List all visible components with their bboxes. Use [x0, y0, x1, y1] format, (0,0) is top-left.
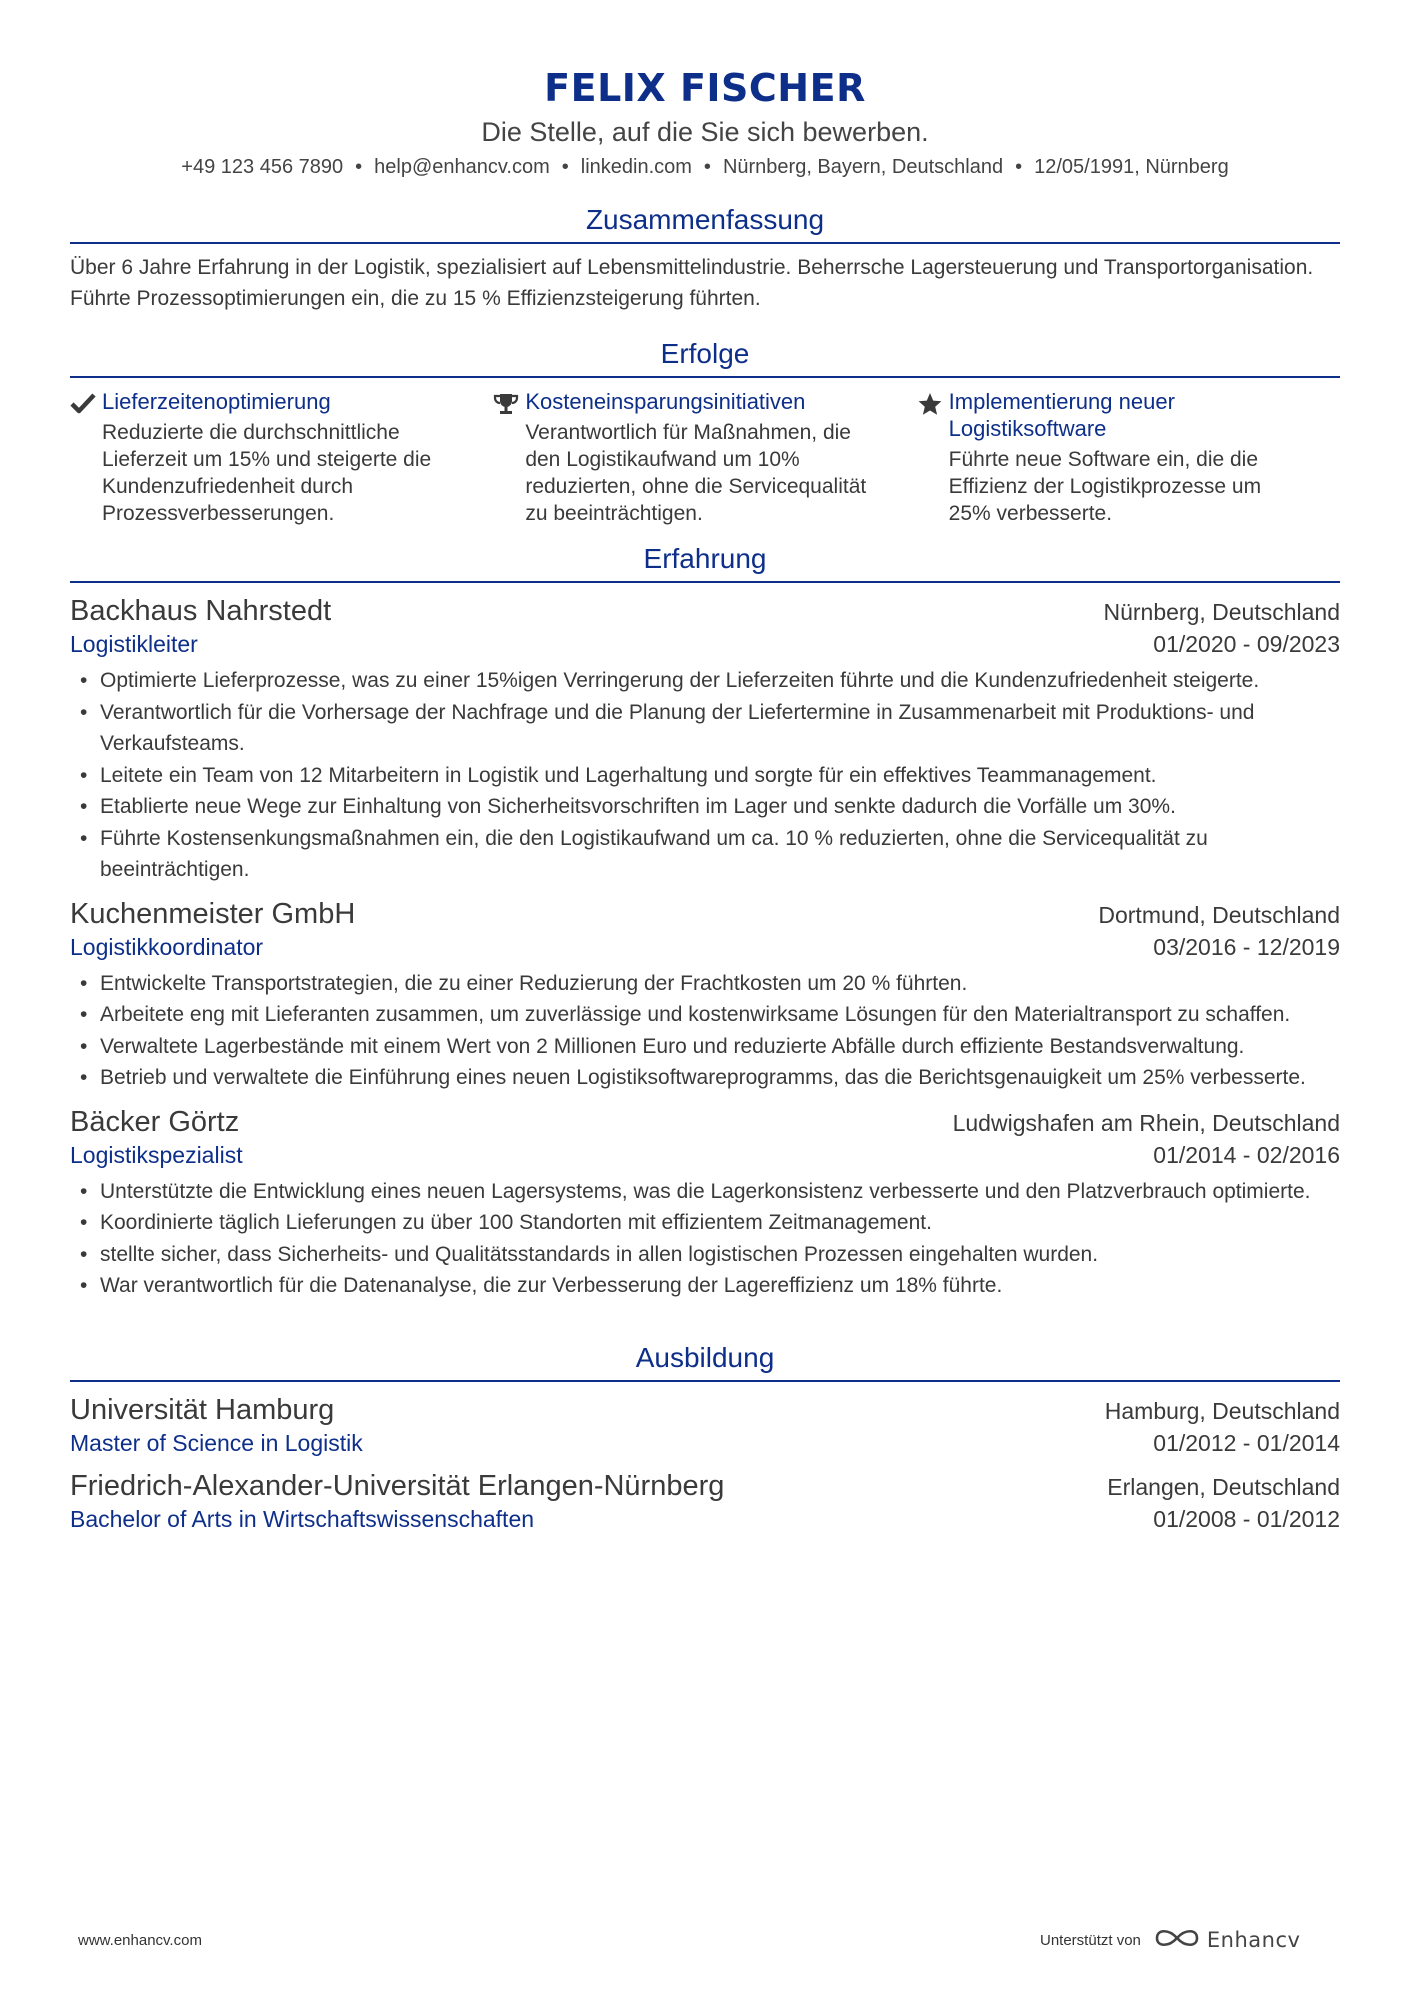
section-title-experience: Erfahrung [70, 541, 1340, 583]
phone: +49 123 456 7890 [181, 156, 344, 178]
list-item: • Betrieb und verwaltete die Einführung eines neuen Logistiksoftwareprogramms, das die Berichtsgenauigkeit um 25% verbesserte. [70, 1062, 1340, 1094]
section-title-education: Ausbildung [70, 1340, 1340, 1382]
school-name: Universität Hamburg [70, 1393, 335, 1426]
job-dates: 03/2016 - 12/2019 [1153, 933, 1340, 960]
job-entry [70, 896, 1340, 1094]
school-location: Erlangen, Deutschland [1107, 1473, 1340, 1500]
education-section [70, 1340, 1340, 1534]
list-item: • Entwickelte Transportstrategien, die zu einer Reduzierung der Frachtkosten um 20 % führten. [70, 968, 1340, 1000]
degree: Master of Science in Logistik [70, 1429, 363, 1456]
list-item: • Optimierte Lieferprozesse, was zu einer 15%igen Verringerung der Lieferzeiten führte und die Kundenzufriedenheit steigerte. [70, 665, 1340, 697]
trophy-icon [493, 388, 525, 527]
job-title: Logistikspezialist [70, 1141, 243, 1168]
achievements-section [70, 336, 1340, 527]
enhancv-logo-icon [1153, 1925, 1201, 1955]
school-location: Hamburg, Deutschland [1104, 1397, 1340, 1424]
check-icon [70, 388, 102, 527]
job-title: Logistikkoordinator [70, 933, 264, 960]
achievement-title: Implementierung neuer Logistiksoftware [948, 389, 1175, 441]
degree: Bachelor of Arts in Wirtschaftswissenschaften [70, 1505, 535, 1532]
job-location: Dortmund, Deutschland [1098, 901, 1340, 928]
achievement-title: Lieferzeitenoptimierung [102, 389, 331, 414]
list-item: • Führte Kostensenkungsmaßnahmen ein, die den Logistikaufwand um ca. 10 % reduzierten, ohne die Servicequalität zu beeinträchtigen. [70, 823, 1340, 886]
list-item: • Koordinierte täglich Lieferungen zu über 100 Standorten mit effizientem Zeitmanagement. [70, 1207, 1340, 1239]
separator-dot: • [561, 156, 569, 178]
achievement-desc: Verantwortlich für Maßnahmen, die den Logistikaufwand um 10% reduzierten, ohne die Servicequalität zu beeinträchtigen. [525, 421, 867, 525]
list-item: • Unterstützte die Entwicklung eines neuen Lagersystems, was die Lagerkonsistenz verbesserte und den Platzverbrauch optimierte. [70, 1176, 1340, 1208]
email[interactable]: help@enhancv.com [374, 156, 550, 178]
star-icon [917, 388, 949, 527]
achievement-item [70, 388, 493, 527]
achievement-desc: Reduzierte die durchschnittliche Lieferzeit um 15% und steigerte die Kundenzufriedenheit durch Prozessverbesserungen. [102, 421, 432, 525]
footer-website[interactable]: www.enhancv.com [78, 1932, 202, 1949]
powered-by-label: Unterstützt von [1040, 1931, 1141, 1949]
enhancv-brand: Enhancv [1206, 1928, 1301, 1952]
list-item: • Arbeitete eng mit Lieferanten zusammen, um zuverlässige und kostenwirksame Lösungen für den Materialtransport zu schaffen. [70, 999, 1340, 1031]
list-item: • Verantwortlich für die Vorhersage der Nachfrage und die Planung der Liefertermine in Zusammenarbeit mit Produktions- und Verkaufsteams. [70, 697, 1340, 760]
list-item: • stellte sicher, dass Sicherheits- und Qualitätsstandards in allen logistischen Prozessen eingehalten wurden. [70, 1239, 1340, 1271]
job-title: Logistikleiter [70, 631, 198, 657]
job-bullets [70, 1176, 1340, 1302]
company-name: Backhaus Nahrstedt [70, 595, 332, 627]
achievement-item [493, 388, 916, 527]
candidate-name: FELIX FISCHER [544, 66, 866, 110]
job-location: Nürnberg, Deutschland [1103, 599, 1340, 625]
section-title-summary: Zusammenfassung [70, 202, 1340, 244]
birth-info: 12/05/1991, Nürnberg [1034, 156, 1229, 178]
job-dates: 01/2014 - 02/2016 [1153, 1141, 1340, 1168]
summary-section [70, 202, 1340, 314]
job-dates: 01/2020 - 09/2023 [1153, 631, 1340, 657]
achievement-title: Kosteneinsparungsinitiativen [525, 389, 806, 414]
job-bullets [70, 968, 1340, 1094]
education-entry [70, 1392, 1340, 1458]
school-name: Friedrich-Alexander-Universität Erlangen-Nürnberg [70, 1469, 725, 1502]
education-dates: 01/2008 - 01/2012 [1153, 1505, 1340, 1532]
achievements-list [70, 388, 1340, 527]
separator-dot: • [703, 156, 711, 178]
section-title-achievements: Erfolge [70, 336, 1340, 378]
education-dates: 01/2012 - 01/2014 [1153, 1429, 1340, 1456]
job-bullets [70, 665, 1340, 886]
job-location: Ludwigshafen am Rhein, Deutschland [952, 1109, 1340, 1136]
company-name: Kuchenmeister GmbH [70, 897, 356, 930]
contact-line [70, 154, 1340, 180]
list-item: • Etablierte neue Wege zur Einhaltung von Sicherheitsvorschriften im Lager und senkte dadurch die Vorfälle um 30%. [70, 791, 1340, 823]
company-name: Bäcker Görtz [70, 1105, 240, 1138]
footer-branding [1040, 1925, 1300, 1955]
separator-dot: • [1015, 156, 1023, 178]
list-item: • War verantwortlich für die Datenanalyse, die zur Verbesserung der Lagereffizienz um 18% führte. [70, 1270, 1340, 1302]
experience-section [70, 541, 1340, 1302]
education-entry [70, 1468, 1340, 1534]
job-entry [70, 1104, 1340, 1302]
job-entry [70, 593, 1340, 886]
list-item: • Leitete ein Team von 12 Mitarbeitern in Logistik und Lagerhaltung und sorgte für ein effektives Teammanagement. [70, 760, 1340, 792]
achievement-item [917, 388, 1340, 527]
target-role: Die Stelle, auf die Sie sich bewerben. [481, 117, 929, 147]
resume-page [70, 0, 1340, 1534]
achievement-desc: Führte neue Software ein, die die Effizienz der Logistikprozesse um 25% verbesserte. [948, 448, 1262, 525]
address: Nürnberg, Bayern, Deutschland [722, 156, 1004, 178]
linkedin[interactable]: linkedin.com [580, 156, 692, 178]
list-item: • Verwaltete Lagerbestände mit einem Wert von 2 Millionen Euro und reduzierte Abfälle durch effiziente Bestandsverwaltung. [70, 1031, 1340, 1063]
summary-text: Über 6 Jahre Erfahrung in der Logistik, spezialisiert auf Lebensmittelindustrie. Beherrsche Lagersteuerung und Transportorganisation. Führte Prozessoptimierungen ein, die zu 15 % Effizienzsteigerung führten. [70, 256, 1314, 310]
separator-dot: • [355, 156, 363, 178]
